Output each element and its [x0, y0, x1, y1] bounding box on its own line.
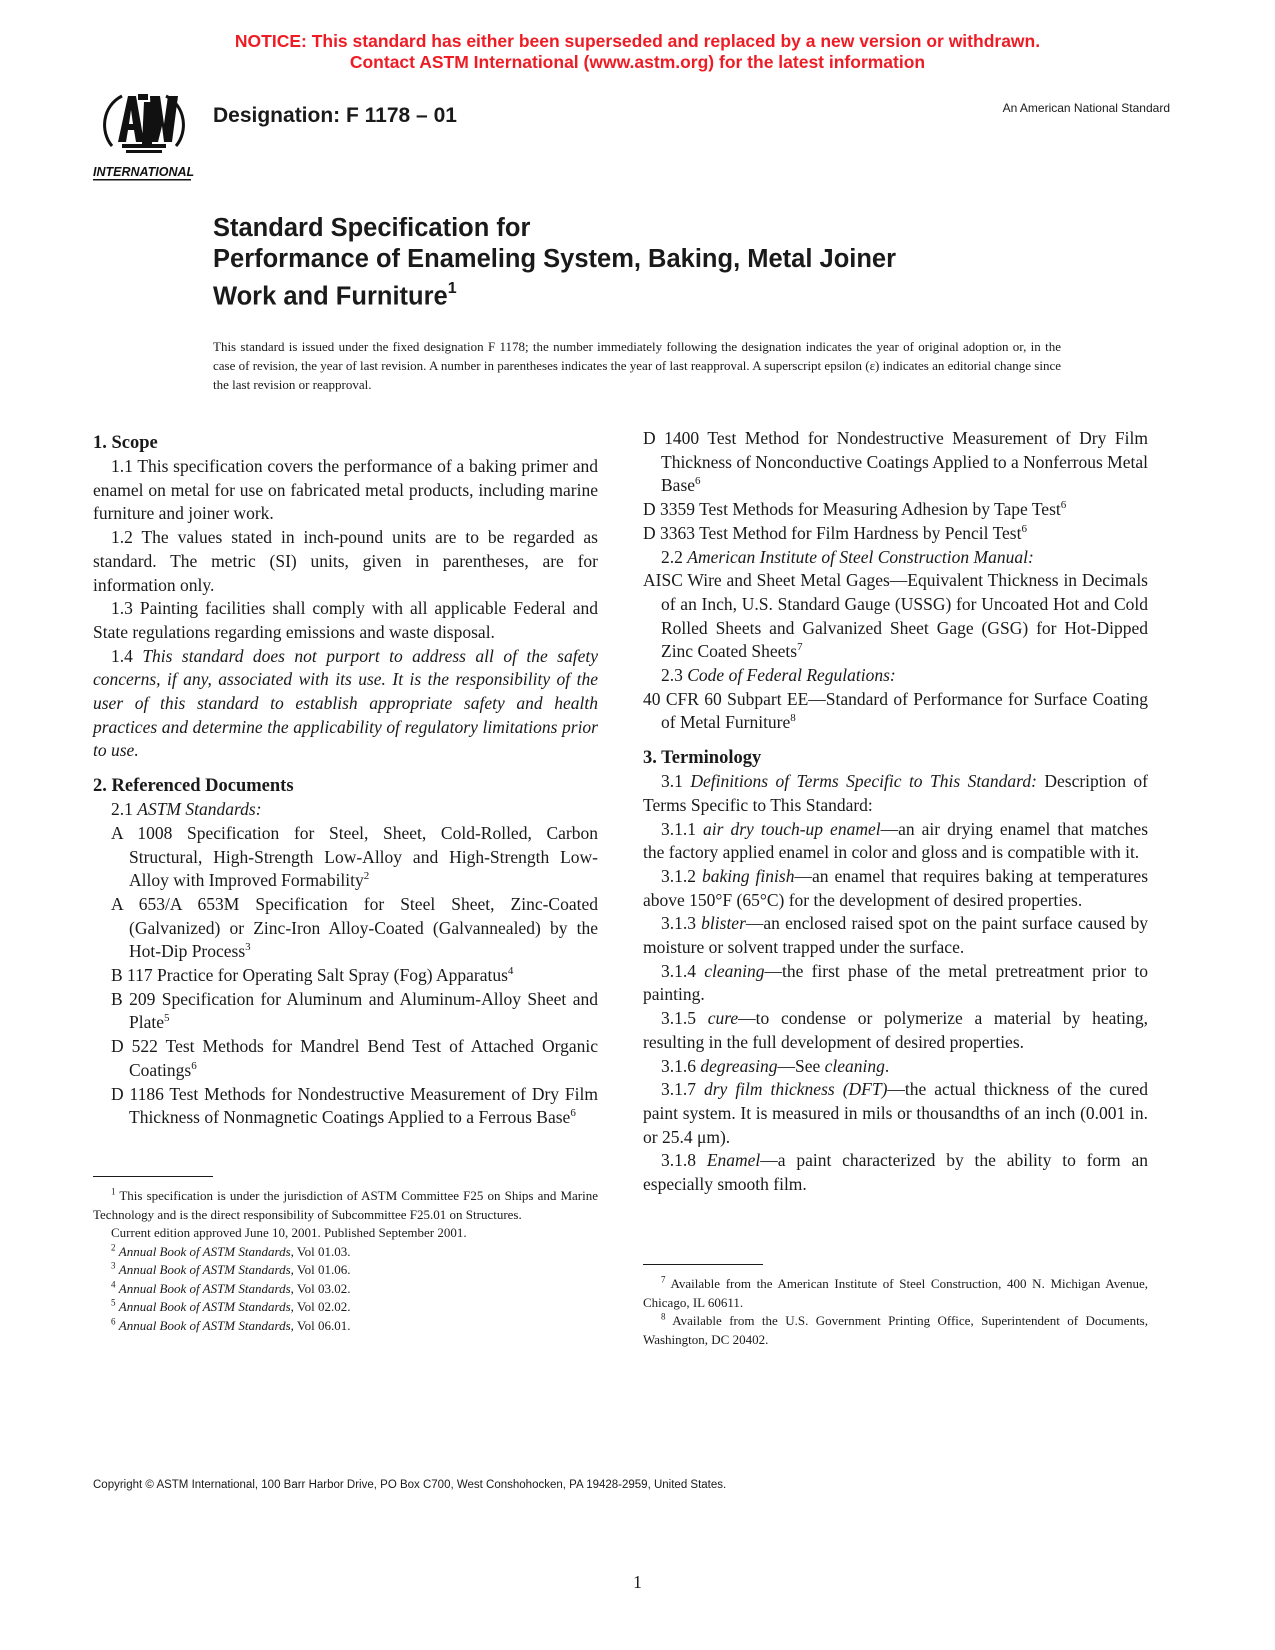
footnote-rule [643, 1264, 763, 1265]
footnote-1-edition: Current edition approved June 10, 2001. Published September 2001. [111, 1225, 467, 1240]
term-3-1: 3.1 Definitions of Terms Specific to This Standard: Description of Terms Specific to This Standard: [643, 771, 1149, 815]
ref-d3363: D 3363 Test Method for Film Hardness by Pencil Test$^6$ [643, 522, 1027, 543]
document-title [213, 213, 1073, 313]
term-3-1-2: 3.1.2 baking finish—an enamel that requires baking at temperatures above 150°F (65°C) for the development of desired properties. [643, 865, 1149, 910]
term-3-1-4: 3.1.4 cleaning—the first phase of the metal pretreatment prior to painting. [643, 960, 1149, 1005]
ref-a1008: A 1008 Specification for Steel, Sheet, Cold-Rolled, Carbon Structural, High-Strength Low-Alloy and High-Strength Low-Alloy with Improved Formability$^2$ [111, 822, 598, 891]
footnote-2: $^2$ Annual Book of ASTM Standards, Vol 01.03. [111, 1242, 351, 1259]
scope-heading: 1. Scope [93, 433, 158, 453]
ref-d3359: D 3359 Test Methods for Measuring Adhesion by Tape Test$^6$ [643, 499, 1067, 520]
term-3-1-7: 3.1.7 dry film thickness (DFT)—the actual thickness of the cured paint system. It is measured in mils or thousandths of an inch (0.001 in. or 25.4 μm). [643, 1079, 1148, 1147]
title-line-2: Performance of Enameling System, Baking, Metal Joiner [213, 245, 897, 273]
ref-b117: B 117 Practice for Operating Salt Spray (Fog) Apparatus$^4$ [111, 965, 514, 986]
designation: Designation: F 1178 – 01 [213, 104, 457, 127]
ref-d1186: D 1186 Test Methods for Nondestructive Measurement of Dry Film Thickness of Nonmagnetic Coatings Applied to a Ferrous Base$^6$ [111, 1083, 598, 1128]
ref-cfr: 40 CFR 60 Subpart EE—Standard of Performance for Surface Coating of Metal Furniture$^8$ [643, 688, 1148, 733]
national-standard-label: An American National Standard [1002, 101, 1170, 115]
issuance-statement: This standard is issued under the fixed designation F 1178; the number immediately following the designation indicates the year of original adoption or, in the case of revision, the year of last revision. A number in parentheses indicates the year of last reapproval. A superscript epsilon (ε) indicates an editorial change since the last revision or reapproval. [213, 339, 1061, 392]
scope-1-2: 1.2 The values stated in inch-pound units are to be regarded as standard. The metric (SI) units, given in parentheses, are for information only. [93, 527, 598, 595]
astm-standards-subheading: 2.1 ASTM Standards: [111, 799, 262, 820]
term-3-1-6: 3.1.6 degreasing—See cleaning. [661, 1055, 890, 1076]
title-line-1: Standard Specification for [213, 214, 531, 242]
scope-1-4: 1.4 This standard does not purport to address all of the safety concerns, if any, associated with its use. It is the responsibility of the user of this standard to establish appropriate safety and health practices and determine the applicability of regulatory limitations prior to use. [93, 645, 599, 761]
ref-a653: A 653/A 653M Specification for Steel Sheet, Zinc-Coated (Galvanized) or Zinc-Iron Alloy-Coated (Galvannealed) by the Hot-Dip Process$^3$ [111, 893, 598, 962]
astm-logo [92, 84, 196, 184]
notice-line-2: Contact ASTM International (www.astm.org) for the latest information [349, 52, 926, 72]
aisc-subheading: 2.2 American Institute of Steel Construction Manual: [661, 546, 1034, 567]
terminology-heading: 3. Terminology [643, 748, 762, 769]
ref-d522: D 522 Test Methods for Mandrel Bend Test of Attached Organic Coatings$^6$ [111, 1036, 598, 1080]
footnote-5: $^5$ Annual Book of ASTM Standards, Vol 02.02. [111, 1297, 351, 1314]
footnote-1: $^1$ This specification is under the jurisdiction of ASTM Committee F25 on Ships and Marine Technology and is the direct responsibility of Subcommittee F25.01 on Structures. [93, 1186, 598, 1222]
notice-line-1: NOTICE: This standard has either been superseded and replaced by a new version or withdrawn. [234, 31, 1041, 51]
footnote-8: $^8$ Available from the U.S. Government Printing Office, Superintendent of Documents, Washington, DC 20402. [643, 1311, 1148, 1347]
left-column [93, 431, 598, 1130]
page-number: 1 [633, 1572, 642, 1592]
term-3-1-1: 3.1.1 air dry touch-up enamel—an air drying enamel that matches the factory applied enamel in color and gloss and is compatible with it. [643, 818, 1148, 863]
referenced-documents-heading: 2. Referenced Documents [93, 776, 294, 797]
title-line-3: Work and Furniture [213, 282, 448, 311]
right-column [643, 427, 1148, 1197]
term-3-1-8: 3.1.8 Enamel—a paint characterized by the ability to form an especially smooth film. [643, 1150, 1148, 1195]
term-3-1-3: 3.1.3 blister—an enclosed raised spot on the paint surface caused by moisture or solvent trapped under the surface. [643, 913, 1148, 958]
ref-aisc: AISC Wire and Sheet Metal Gages—Equivalent Thickness in Decimals of an Inch, U.S. Standard Gauge (USSG) for Uncoated Hot and Cold Rolled Sheets and Galvanized Sheet Gage (GSG) for Hot-Dipped Zinc Coated Sheets$^7$ [643, 570, 1148, 662]
footnote-6: $^6$ Annual Book of ASTM Standards, Vol 06.01. [111, 1316, 351, 1333]
scope-1-3: 1.3 Painting facilities shall comply with all applicable Federal and State regulations regarding emissions and waste disposal. [93, 598, 598, 642]
right-footnotes [643, 1264, 1148, 1349]
withdrawal-notice [0, 31, 1275, 73]
footnote-rule [93, 1176, 213, 1177]
footnote-7: $^7$ Available from the American Institute of Steel Construction, 400 N. Michigan Avenue, Chicago, IL 60611. [643, 1274, 1148, 1310]
footnote-3: $^3$ Annual Book of ASTM Standards, Vol 01.06. [111, 1260, 351, 1277]
term-3-1-5: 3.1.5 cure—to condense or polymerize a material by heating, resulting in the full development of desired properties. [643, 1008, 1149, 1052]
logo-text: INTERNATIONAL [93, 165, 195, 179]
ref-b209: B 209 Specification for Aluminum and Aluminum-Alloy Sheet and Plate$^5$ [111, 988, 598, 1033]
cfr-subheading: 2.3 Code of Federal Regulations: [661, 665, 896, 686]
footnote-4: $^4$ Annual Book of ASTM Standards, Vol 03.02. [111, 1279, 351, 1296]
title-footnote-mark: 1 [447, 280, 457, 297]
left-footnotes [93, 1176, 598, 1335]
copyright-line: Copyright © ASTM International, 100 Barr Harbor Drive, PO Box C700, West Conshohocken, PA 19428-2959, United States. [93, 1479, 727, 1491]
scope-1-1: 1.1 This specification covers the performance of a baking primer and enamel on metal for use on fabricated metal products, including marine furniture and joiner work. [93, 456, 598, 524]
ref-d1400: D 1400 Test Method for Nondestructive Measurement of Dry Film Thickness of Nonconductive Coatings Applied to a Nonferrous Metal Base$^6$ [643, 428, 1148, 496]
